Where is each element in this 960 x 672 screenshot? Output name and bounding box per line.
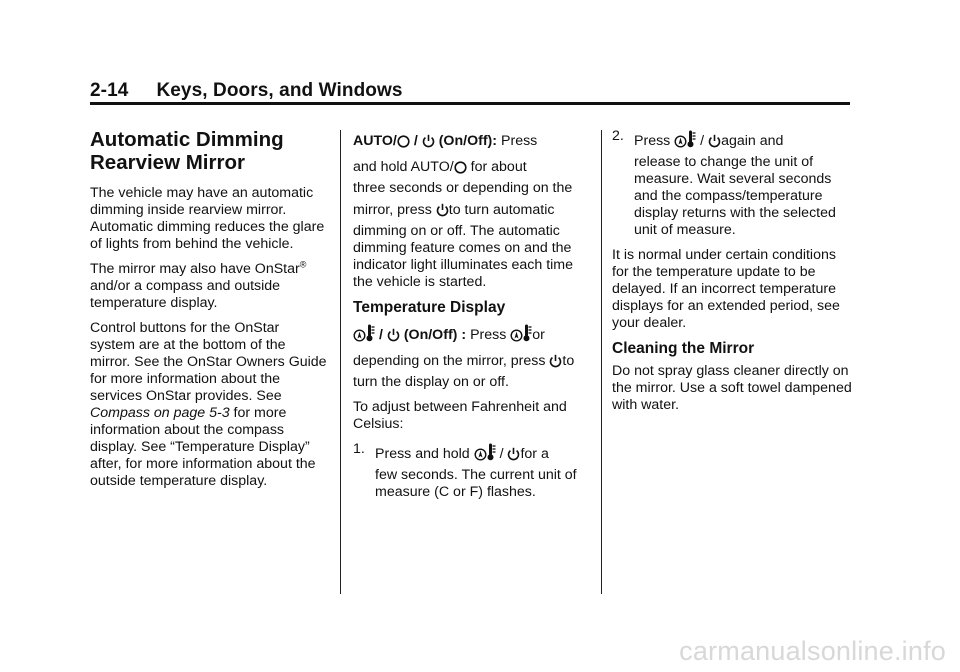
adjust-paragraph: To adjust between Fahrenheit and Celsius: — [353, 399, 567, 432]
auto-dimming-circle-icon — [454, 161, 467, 174]
auto-turn-text: to turn automatic — [448, 202, 555, 218]
on-off-label: (On/Off): — [438, 133, 498, 149]
auto-text-press: Press — [501, 133, 538, 149]
list-item — [353, 441, 589, 501]
step-2-text: Press — [634, 133, 671, 149]
column-1 — [90, 128, 328, 498]
section-title-line-1: Automatic Dimming — [90, 128, 284, 151]
thermometer-icon — [523, 324, 532, 342]
auto-hold-line — [353, 154, 589, 180]
watermark: carmanualsonline.info — [679, 636, 946, 666]
thermometer-icon — [366, 324, 375, 342]
cleaning-paragraph: Do not spray glass cleaner directly on the mirror. Use a soft towel dampened with water. — [612, 363, 852, 413]
auto-label: AUTO/ — [353, 133, 397, 149]
temp-on-off-label: (On/Off) : — [403, 327, 467, 343]
step-number: 1. — [353, 441, 365, 457]
step-1-detail: few seconds. The current unit of measure (C or F) flashes. — [375, 467, 577, 500]
auto-dimming-circle-icon — [397, 135, 410, 148]
step-1-for-text: for a — [520, 446, 549, 462]
slash: / — [378, 327, 383, 343]
step-2-line — [634, 128, 852, 154]
step-2-again-text: again and — [721, 133, 784, 149]
compass-icon — [510, 329, 523, 342]
controls-text-rest: for more information about the compass display. See “Temperature Display” after, for more information about the outside temperature display. — [90, 405, 316, 489]
compass-reference: Compass on page 5-3 — [90, 405, 230, 421]
column-3 — [612, 128, 852, 422]
intro-paragraph: The vehicle may have an automatic dimming inside rearview mirror. Automatic dimming reduces the glare of lights from behind the vehicle. — [90, 185, 325, 252]
step-2-detail: release to change the unit of measure. Wait several seconds and the compass/temperature display returns with the selected unit of measure. — [634, 154, 836, 238]
temp-mirror-line — [353, 348, 589, 374]
auto-dimming-paragraph: dimming on or off. The automatic dimming feature comes on and the indicator light illuminates each time the vehicle is started. — [353, 223, 574, 290]
temp-toggle-text: turn the display on or off. — [353, 374, 509, 390]
page-header — [90, 80, 403, 102]
temp-press-text: Press — [470, 327, 507, 343]
slash: / — [700, 133, 705, 149]
power-icon — [422, 134, 435, 148]
list-item — [612, 128, 852, 239]
auto-hold-text: and hold AUTO/ — [353, 159, 454, 175]
power-icon — [507, 447, 520, 461]
step-1-line — [375, 441, 589, 467]
onstar-text: The mirror may also have OnStar — [90, 261, 300, 277]
controls-paragraph — [90, 320, 328, 490]
auto-button-line — [353, 128, 589, 154]
power-icon — [387, 328, 400, 342]
onstar-paragraph — [90, 261, 328, 312]
slash: / — [499, 446, 504, 462]
compass-icon — [674, 135, 687, 148]
header-rule — [90, 102, 850, 105]
section-title — [90, 128, 328, 174]
chapter-title: Keys, Doors, and Windows — [156, 80, 403, 101]
registered-mark: ® — [299, 259, 307, 270]
power-icon — [436, 203, 449, 217]
onstar-text-rest: and/or a compass and outside temperature display. — [90, 278, 281, 311]
step-1-text: Press and hold — [375, 446, 470, 462]
temp-mirror-text: depending on the mirror, press — [353, 353, 546, 369]
slash: / — [413, 133, 418, 149]
thermometer-icon — [487, 443, 496, 461]
auto-seconds-line: three seconds or depending on the — [353, 180, 573, 196]
power-icon — [708, 134, 721, 148]
controls-text: Control buttons for the OnStar system are at the bottom of the mirror. See the OnStar Owners Guide for more information about the services OnStar provides. See — [90, 320, 327, 404]
cleaning-heading: Cleaning the Mirror — [612, 340, 755, 357]
page-number: 2-14 — [90, 80, 129, 101]
thermometer-icon — [687, 130, 696, 148]
temp-or-text: or — [532, 327, 545, 343]
column-divider-right — [601, 130, 602, 594]
temperature-heading: Temperature Display — [353, 299, 506, 316]
normal-conditions-paragraph: It is normal under certain conditions for the temperature update to be delayed. If an incorrect temperature displays for an extended period, see your dealer. — [612, 247, 840, 331]
auto-mirror-text: mirror, press — [353, 202, 432, 218]
compass-icon — [353, 329, 366, 342]
auto-about-text: for about — [470, 159, 527, 175]
column-divider-left — [340, 130, 341, 594]
auto-mirror-line — [353, 197, 589, 223]
temp-button-line — [353, 322, 589, 348]
step-number: 2. — [612, 128, 624, 144]
column-2 — [353, 128, 589, 509]
section-title-line-2: Rearview Mirror — [90, 151, 245, 174]
temp-to-text: to — [562, 353, 575, 369]
power-icon — [549, 354, 562, 368]
compass-icon — [474, 448, 487, 461]
